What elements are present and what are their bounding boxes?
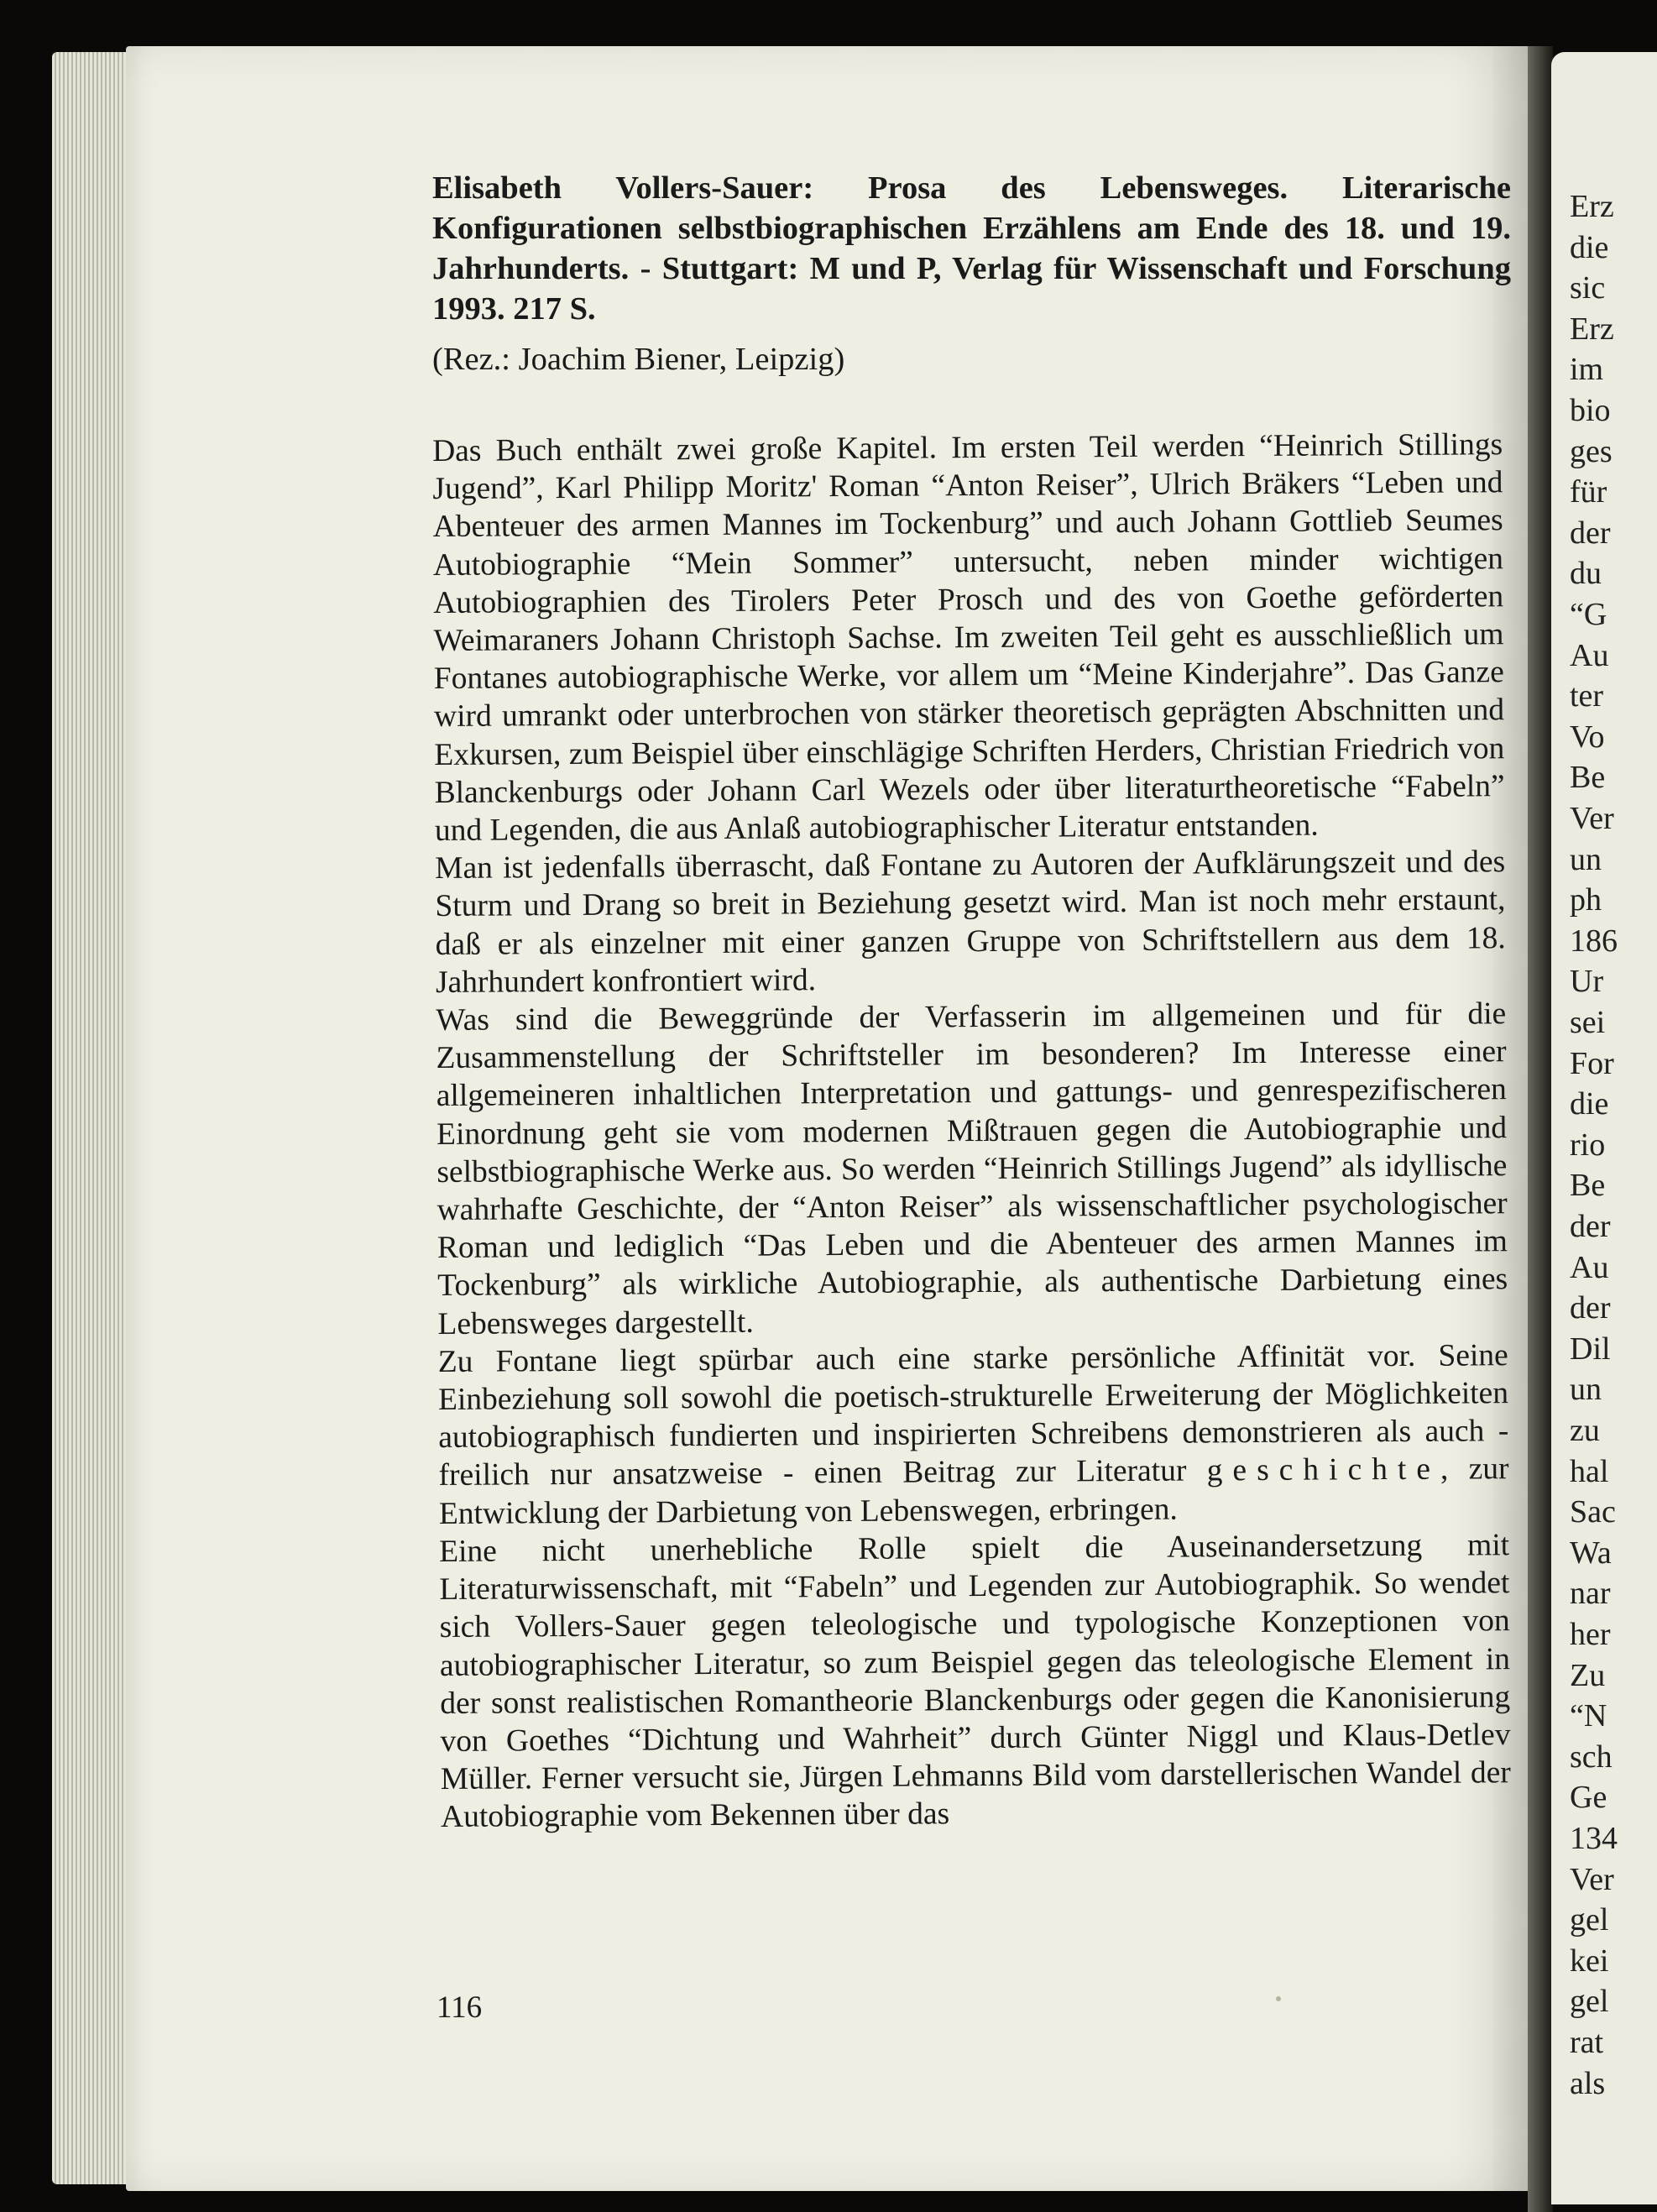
facing-page-line: gel bbox=[1570, 1902, 1609, 1938]
facing-page-line: sch bbox=[1570, 1739, 1613, 1775]
facing-page-line: Ver bbox=[1570, 801, 1614, 836]
facing-page-line: zu bbox=[1570, 1413, 1600, 1448]
paper-speck bbox=[1276, 1996, 1281, 2001]
spaced-word: geschichte bbox=[1206, 1452, 1441, 1488]
facing-page-line: ter bbox=[1570, 678, 1604, 714]
facing-page-line: du bbox=[1570, 556, 1602, 592]
facing-page-line: Wa bbox=[1570, 1535, 1612, 1571]
facing-page-line: Be bbox=[1570, 760, 1606, 796]
facing-page-line: her bbox=[1570, 1617, 1611, 1652]
paragraph-3: Was sind die Beweggründe der Verfasserin im allgemeinen und für die Zusammenstellung der Schriftsteller im besonderen? Im Interesse einer allgemeineren inhaltlichen Interpretation und gattungs- und genrespezifischeren Einordnung geht sie vom modernen Mißtrauen gegen die Autobiographie und selbstbiographische Werke aus. So werden “Heinrich Stillings Jugend” als idyllische wahrhafte Geschichte, der “Anton Reiser” als wissenschaftlicher psychologischer Roman und lediglich “Das Leben und die Abenteuer des armen Mannes im Tockenburg” als wirkliche Autobiographie, als authentische Darbietung eines Lebensweges dargestellt. bbox=[436, 996, 1508, 1341]
facing-page-line: “N bbox=[1570, 1698, 1607, 1734]
facing-page-line: der bbox=[1570, 515, 1611, 551]
facing-page-line: nar bbox=[1570, 1576, 1611, 1612]
facing-page-line: ges bbox=[1570, 433, 1613, 469]
facing-page-line: 186 bbox=[1570, 923, 1618, 959]
facing-page-line: Au bbox=[1570, 637, 1609, 673]
facing-page-line: der bbox=[1570, 1290, 1611, 1326]
facing-page-line: Sac bbox=[1570, 1494, 1616, 1530]
facing-page-line: Erz bbox=[1570, 311, 1614, 347]
facing-page-line: Au bbox=[1570, 1249, 1609, 1285]
paragraph-4-start: Zu Fontane liegt spürbar auch eine starke persönliche Affinität vor. Seine Einbeziehung soll sowohl die poetisch-strukturelle Erweiterung der Möglichkeiten autobiographisch fundierten und inspirierten Schreibens demonstrieren als auch - freilich nur ansatzweise - einen Beitrag zur Literatur bbox=[437, 1338, 1509, 1493]
facing-page-line: rio bbox=[1570, 1127, 1606, 1163]
facing-page-line: im bbox=[1570, 352, 1604, 388]
facing-page-line: rat bbox=[1570, 2025, 1604, 2060]
facing-page-line: For bbox=[1570, 1045, 1614, 1081]
review-title: Elisabeth Vollers-Sauer: Prosa des Lebensweges. Literarische Konfigurationen selbstbiographischen Erzählens am Ende des 18. und 19. Jahrhunderts. - Stuttgart: M und P, Verlag für Wissenschaft und Forschung 1993. 217 S. bbox=[432, 170, 1511, 327]
review-body bbox=[432, 426, 1511, 1836]
facing-page-line: für bbox=[1570, 474, 1607, 510]
paragraph-5: Eine nicht unerhebliche Rolle spielt die Auseinandersetzung mit Literaturwissenschaft, mit “Fabeln” und Legenden zur Autobiographik. So wendet sich Vollers-Sauer gegen teleologische und typologische Konzeptionen von autobiographischer Literatur, so zum Beispiel gegen das teleologische Element in der sonst realistischen Romantheorie Blanckenburgs oder gegen die Kanonisierung von Goethes “Dichtung und Wahrheit” durch Günter Niggl und Klaus-Detlev Müller. Ferner versucht sie, Jürgen Lehmanns Bild vom darstellerischen Wandel der Autobiographie vom Bekennen über das bbox=[439, 1528, 1511, 1835]
reviewer-credit: (Rez.: Joachim Biener, Leipzig) bbox=[432, 342, 845, 377]
paragraph-1: Das Buch enthält zwei große Kapitel. Im ersten Teil werden “Heinrich Stillings Jugend”, Karl Philipp Moritz' Roman “Anton Reiser”, Ulrich Bräkers “Leben und Abenteuer des armen Mannes im Tockenburg” und auch Johann Gottlieb Seumes Autobiographie “Mein Sommer” untersucht, neben minder wichtigen Autobiographien des Tirolers Peter Prosch und des von Goethe geförderten Weimaraners Johann Christoph Sachse. Im zweiten Teil geht es ausschließlich um Fontanes autobiographische Werke, vor allem um “Meine Kinderjahre”. Das Ganze wird umrankt oder unterbrochen von stärker theoretisch geprägten Abschnitten und Exkursen, zum Beispiel über einschlägige Schriften Herders, Christian Friedrich von Blanckenburgs oder Johann Carl Wezels oder über literaturtheoretische “Fabeln” und Legenden, die aus Anlaß autobiographischer Literatur entstanden. bbox=[432, 427, 1505, 849]
facing-page-line: ph bbox=[1570, 882, 1602, 918]
facing-page-line: Zu bbox=[1570, 1657, 1606, 1693]
facing-page-line: Erz bbox=[1570, 189, 1614, 224]
facing-page-line: Vo bbox=[1570, 719, 1605, 755]
paragraph-2: Man ist jedenfalls überrascht, daß Fontane zu Autoren der Aufklärungszeit und des Sturm und Drang so breit in Beziehung gesetzt wird. Man ist noch mehr erstaunt, daß er als einzelner mit einer ganzen Gruppe von Schriftstellern aus dem 18. Jahrhundert konfrontiert wird. bbox=[435, 845, 1506, 1000]
facing-page-line: der bbox=[1570, 1209, 1611, 1244]
facing-page-line: Ge bbox=[1570, 1780, 1607, 1816]
paragraph-4-end: , zur Entwicklung der Darbietung von Lebenswegen, erbringen. bbox=[438, 1451, 1509, 1531]
facing-page-line: kei bbox=[1570, 1943, 1609, 1979]
facing-page-line: hal bbox=[1570, 1453, 1609, 1489]
facing-page-line: Be bbox=[1570, 1168, 1606, 1204]
facing-page-line: un bbox=[1570, 841, 1602, 877]
facing-page-line: als bbox=[1570, 2065, 1606, 2101]
page-number: 116 bbox=[436, 1990, 483, 2025]
facing-page-line: die bbox=[1570, 1086, 1609, 1122]
facing-page-line: Dil bbox=[1570, 1331, 1611, 1367]
facing-page-line: bio bbox=[1570, 393, 1611, 428]
facing-page-line: 134 bbox=[1570, 1821, 1618, 1856]
facing-page-line: sei bbox=[1570, 1005, 1606, 1040]
facing-page-line: Ur bbox=[1570, 964, 1604, 1000]
facing-page-line: “G bbox=[1570, 597, 1607, 632]
facing-page-line: die bbox=[1570, 229, 1609, 265]
facing-page-line: sic bbox=[1570, 270, 1606, 306]
facing-page-line: gel bbox=[1570, 1984, 1609, 2020]
paragraph-4 bbox=[438, 1336, 1509, 1533]
facing-page-line: Ver bbox=[1570, 1861, 1614, 1897]
facing-page-line: un bbox=[1570, 1372, 1602, 1408]
